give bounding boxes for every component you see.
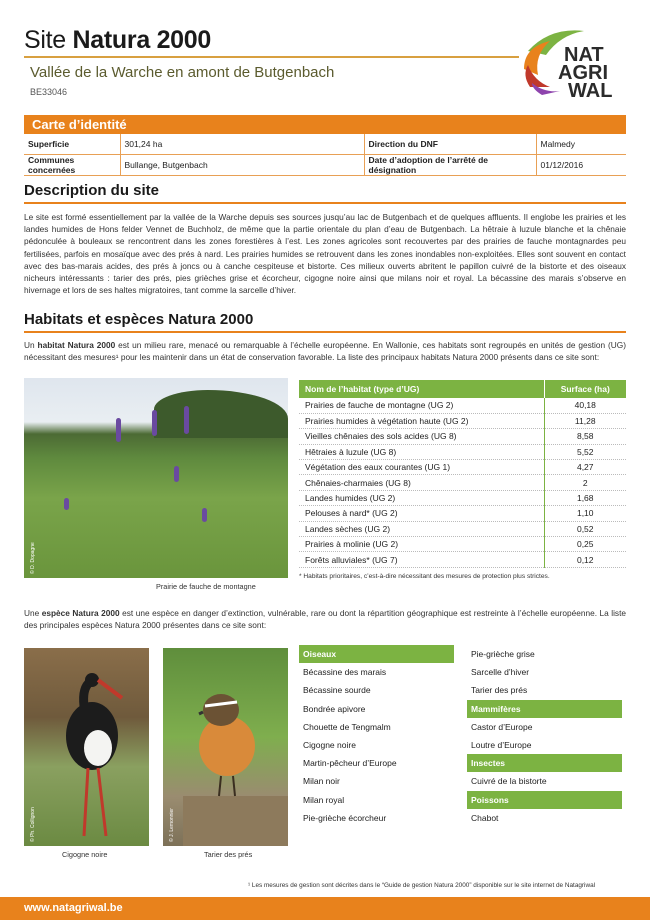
- habitat-surface: 11,28: [544, 413, 626, 428]
- habitat-surface: 1,10: [544, 506, 626, 521]
- habitat-name: Prairies de fauche de montagne (UG 2): [299, 398, 544, 413]
- habitat-name: Landes sèches (UG 2): [299, 521, 544, 536]
- species-item: Sarcelle d’hiver: [471, 667, 530, 678]
- footer-band: [0, 897, 650, 920]
- footnote: ¹ Les mesures de gestion sont décrites dans le “Guide de gestion Natura 2000” disponible sur le site internet de Natagriwal: [248, 882, 596, 889]
- species-list-column-1: [299, 645, 454, 827]
- habitat-name: Forêts alluviales* (UG 7): [299, 552, 544, 567]
- habitat-name: Landes humides (UG 2): [299, 490, 544, 505]
- species-item: Bondrée apivore: [303, 703, 366, 714]
- habitat-row: [299, 429, 626, 444]
- habitat-row: [299, 398, 626, 413]
- habitat-name: Végétation des eaux courantes (UG 1): [299, 460, 544, 475]
- habitat-surface-header: Surface (ha): [544, 380, 626, 398]
- species-category: Insectes: [467, 754, 622, 772]
- date-value: 01/12/2016: [536, 154, 626, 175]
- habitat-row: [299, 413, 626, 428]
- direction-value: Malmedy: [536, 134, 626, 154]
- species-item: Bécassine sourde: [303, 685, 371, 696]
- natagriwal-logo: [520, 25, 632, 103]
- footer-link[interactable]: www.natagriwal.be: [24, 902, 123, 914]
- species-item: Loutre d’Europe: [471, 739, 532, 750]
- superficie-label: Superficie: [24, 134, 120, 154]
- habitats-divider: [24, 331, 626, 333]
- meadow-photo-caption: Prairie de fauche de montagne: [156, 582, 256, 591]
- habitat-name: Hêtraies à luzule (UG 8): [299, 444, 544, 459]
- habitats-intro: Un habitat Natura 2000 est un milieu rare, menacé ou remarquable à l’échelle européenne. En Wallonie, ces habitats sont regroupés en unités de gestion (UG) nécessitant des mesures¹ pour les maintenir dans un état de conservation favorable. La liste des principaux habitats Natura 2000 présents dans ce site sont:: [24, 340, 626, 363]
- habitat-name-header: Nom de l’habitat (type d’UG): [299, 380, 544, 398]
- superficie-value: 301,24 ha: [120, 134, 364, 154]
- species-item: Chabot: [471, 812, 499, 823]
- habitat-name: Chênaies-charmaies (UG 8): [299, 475, 544, 490]
- species-category: Poissons: [467, 791, 622, 809]
- species-intro: Une espèce Natura 2000 est une espèce en danger d’extinction, vulnérable, rare ou dont la répartition géographique est restreinte à l’échelle européenne. La liste des principales espèces Natura 2000 présentes dans ce site sont:: [24, 608, 626, 631]
- habitats-table: [299, 380, 626, 568]
- priority-note: * Habitats prioritaires, c’est-à-dire nécessitant des mesures de protection plus strictes.: [299, 573, 550, 580]
- date-label: Date d’adoption de l’arrêté de désignation: [364, 154, 536, 175]
- habitat-name: Prairies humides à végétation haute (UG 2): [299, 413, 544, 428]
- habitat-row: [299, 490, 626, 505]
- stork-photo-caption: Cigogne noire: [62, 850, 108, 859]
- site-code: BE33046: [30, 87, 68, 97]
- meadow-photo: [24, 378, 288, 578]
- stork-photo-credit: © Ph. Collignon: [30, 807, 36, 842]
- description-divider: [24, 202, 626, 204]
- habitat-row: [299, 521, 626, 536]
- habitat-name: Vieilles chênaies des sols acides (UG 8): [299, 429, 544, 444]
- identity-heading: Carte d’identité: [24, 115, 626, 134]
- logo-line-3: WAL: [568, 80, 613, 102]
- species-item: Milan royal: [303, 794, 345, 805]
- species-item: Pie-grièche grise: [471, 649, 535, 659]
- communes-value: Bullange, Butgenbach: [120, 154, 364, 175]
- habitat-surface: 2: [544, 475, 626, 490]
- direction-label: Direction du DNF: [364, 134, 536, 154]
- habitat-surface: 0,52: [544, 521, 626, 536]
- species-item: Martin-pêcheur d’Europe: [303, 758, 397, 769]
- meadow-photo-credit: © D. Dopagne: [30, 542, 36, 574]
- habitat-row: [299, 506, 626, 521]
- species-item: Cigogne noire: [303, 739, 356, 750]
- habitat-name: Prairies à molinie (UG 2): [299, 537, 544, 552]
- habitat-name: Pelouses à nard* (UG 2): [299, 506, 544, 521]
- logo-line-2: AGRI: [558, 62, 608, 84]
- species-list-column-2: [467, 645, 622, 827]
- habitat-surface: 0,12: [544, 552, 626, 567]
- logo-line-1: NAT: [564, 44, 604, 66]
- habitat-surface: 40,18: [544, 398, 626, 413]
- habitats-heading: Habitats et espèces Natura 2000: [24, 311, 254, 328]
- habitat-row: [299, 552, 626, 567]
- species-item: Pie-grièche écorcheur: [303, 812, 387, 823]
- identity-table: [24, 134, 626, 176]
- species-item: Tarier des prés: [471, 685, 528, 696]
- habitat-surface: 1,68: [544, 490, 626, 505]
- habitat-surface: 0,25: [544, 537, 626, 552]
- whinchat-photo-credit: © J. Lemonnier: [169, 808, 175, 842]
- whinchat-photo-caption: Tarier des prés: [204, 850, 253, 859]
- habitat-surface: 5,52: [544, 444, 626, 459]
- description-heading: Description du site: [24, 182, 160, 199]
- species-item: Chouette de Tengmalm: [303, 721, 391, 732]
- species-category: Oiseaux: [299, 645, 454, 663]
- whinchat-photo: [163, 648, 288, 846]
- description-text: Le site est formé essentiellement par la vallée de la Warche depuis ses sources jusqu’au lac de Butgenbach et de quelques affluents. Il englobe les prairies et les landes humides de Hons felder Vennet de Buchholz, de même que la partie orientale du plan d’eau de Butgenbach. La hêtraie à luzule blanche et la chênaie pédonculée à bouleaux se rencontrent dans les zones forestières à l’est. Les zones agricoles sont recouvertes par des prairies de fauche montagnardes peu fertilisées, parfois en mosaïque avec des prés à nard. Les prairies humides se retrouvent dans les zones inondables non-exploitées. Elles sont souvent en contact avec des bas-marais acides, des prés à joncs ou à canche cespiteuse et bistorte. Ces milieux ouverts abritent le papillon cuivré de la bistorte et des oiseaux nicheurs intéressants : tarier des prés, pies grièches grise et écorcheur, cigogne noire ainsi que milans noir et royal. La bécassine des marais s’observe en hivernage et lors de ses haltes migratoires, tant comme la sarcelle d’hiver.: [24, 212, 626, 296]
- black-stork-photo: [24, 648, 149, 846]
- habitat-row: [299, 460, 626, 475]
- species-item: Castor d’Europe: [471, 721, 533, 732]
- site-subtitle: Vallée de la Warche en amont de Butgenbach: [30, 64, 335, 81]
- species-item: Milan noir: [303, 776, 340, 787]
- title-divider: [24, 56, 519, 58]
- habitat-surface: 8,58: [544, 429, 626, 444]
- species-item: Cuivré de la bistorte: [471, 776, 547, 787]
- species-item: Bécassine des marais: [303, 667, 387, 678]
- habitat-row: [299, 475, 626, 490]
- habitat-row: [299, 537, 626, 552]
- page-title: Site Natura 2000: [24, 26, 211, 54]
- habitat-surface: 4,27: [544, 460, 626, 475]
- habitat-row: [299, 444, 626, 459]
- species-category: Mammifères: [467, 700, 622, 718]
- communes-label: Communes concernées: [24, 154, 120, 175]
